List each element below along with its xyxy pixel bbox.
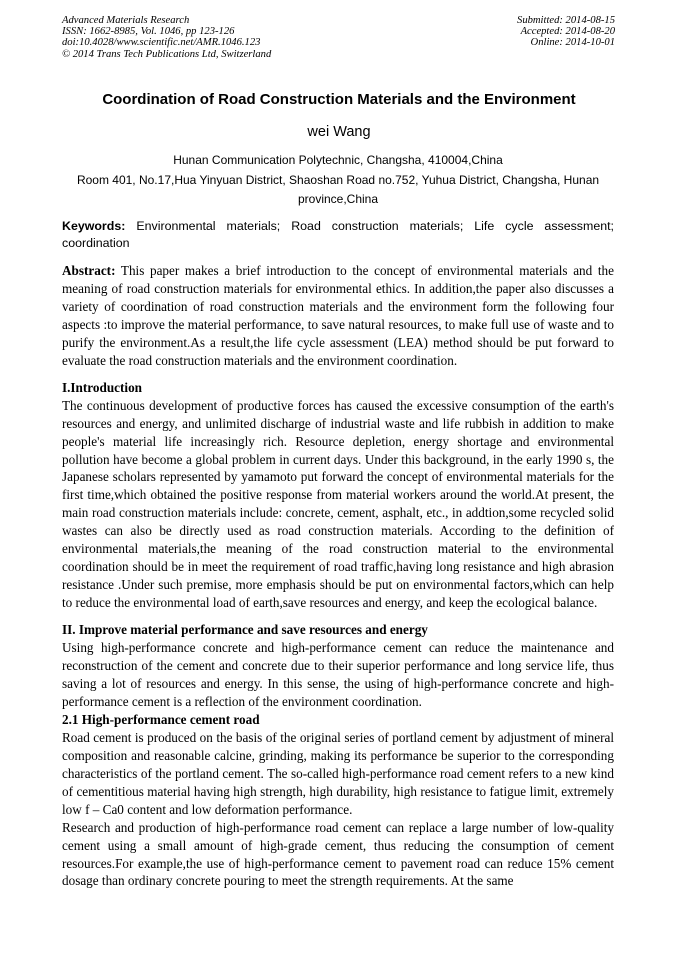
abstract-text: This paper makes a brief introduction to the concept of environmental materials and the meaning of road construction materials for environmental ethics. In addition,the paper also discusses a variety of coordination of road construction materials and the environment form the following four aspects :to improve the material performance, to save natural resources, to make full use of waste and to purify the environment.As a result,the life cycle assessment (LEA) method should be put forward to evaluate the road construction materials and the environment coordination. xyxy=(62,263,614,368)
keywords xyxy=(62,218,614,252)
subsection-2-1-paragraph-1: Road cement is produced on the basis of the original series of portland cement by adjustment of mineral composition and reasonable calcine, grinding, making its performance be superior to the corresponding characteristics of the portland cement. The so-called high-performance road cement refers to a new kind of cementitious material having high strength, high durability, high resistance to fatigue limit, extremely low f – Ca0 content and low deformation performance. xyxy=(62,729,614,817)
issn-line: ISSN: 1662-8985, Vol. 1046, pp 123-126 xyxy=(62,26,235,38)
accepted-date: Accepted: 2014-08-20 xyxy=(520,26,615,38)
abstract-label: Abstract: xyxy=(62,263,116,278)
journal-info xyxy=(62,15,271,60)
subsection-2-1-paragraph-2: Research and production of high-performance road cement can replace a large number of low-quality cement using a small amount of high-grade cement, thus reducing the consumption of cement resources.For example,the use of high-performance cement to pavement road can reduce 15% cement dosage than ordinary concrete pouring to meet the strength requirements. At the same xyxy=(62,819,614,889)
keywords-label: Keywords: xyxy=(62,219,126,233)
affiliation xyxy=(62,151,614,210)
introduction-paragraph: The continuous development of productive forces has caused the excessive consumption of the earth's resources and energy, and unlimited discharge of industrial waste and life rubbish in addition to make people's material life increasingly rich. Resource depletion, energy shortage and environmental pollution have become a global problem in current days. Under this background, in the early 1990 s, the Japanese scholars represented by yamamoto put forward the concept of environmental materials for the first time,which obtained the positive response from material workers around the world.At present, the main road construction materials include: concrete, cement, asphalt, etc., in addtion,some recycled solid wastes can also be directly used as road construction materials. According to the definition of environmental materials,the meaning of the road construction material to the environmental coordination should be in meet the requirement of road traffic,having long resistance and high abrasion resistance .Under such premise, more emphasis should be put on environmental factors,which can help to reduce the environmental load of earth,save resources and energy, and keep the ecological balance. xyxy=(62,397,614,611)
paper-title: Coordination of Road Construction Materials and the Environment xyxy=(102,91,576,108)
subsection-heading-2-1: 2.1 High-performance cement road xyxy=(62,711,260,727)
section-heading-2: II. Improve material performance and save resources and energy xyxy=(62,622,428,638)
section-heading-introduction: I.Introduction xyxy=(62,379,143,395)
journal-name: Advanced Materials Research xyxy=(62,15,190,26)
abstract xyxy=(62,262,614,370)
main-content xyxy=(62,262,614,890)
affiliation-line-2: Room 401, No.17,Hua Yinyuan District, Shaoshan Road no.752, Yuhua District, Changsha, Hunan province,China xyxy=(76,172,600,206)
affiliation-line-1: Hunan Communication Polytechnic, Changsha, 410004,China xyxy=(173,153,503,167)
submission-dates xyxy=(517,15,615,49)
submitted-date: Submitted: 2014-08-15 xyxy=(517,15,615,26)
online-date: Online: 2014-10-01 xyxy=(530,37,615,49)
author-name: wei Wang xyxy=(307,124,371,140)
keywords-text: Environmental materials; Road construction materials; Life cycle assessment; coordination xyxy=(62,219,614,250)
copyright-line: © 2014 Trans Tech Publications Ltd, Switzerland xyxy=(62,48,272,60)
doi-line: doi:10.4028/www.scientific.net/AMR.1046.123 xyxy=(62,37,261,49)
section-2-paragraph: Using high-performance concrete and high-performance cement can reduce the maintenance and reconstruction of the cement and concrete due to their superior performance and long service life, thus saving a lot of resources and energy. In this sense, the using of high-performance concrete and high-performance cement is a reflection of the environment coordination. xyxy=(62,640,614,709)
